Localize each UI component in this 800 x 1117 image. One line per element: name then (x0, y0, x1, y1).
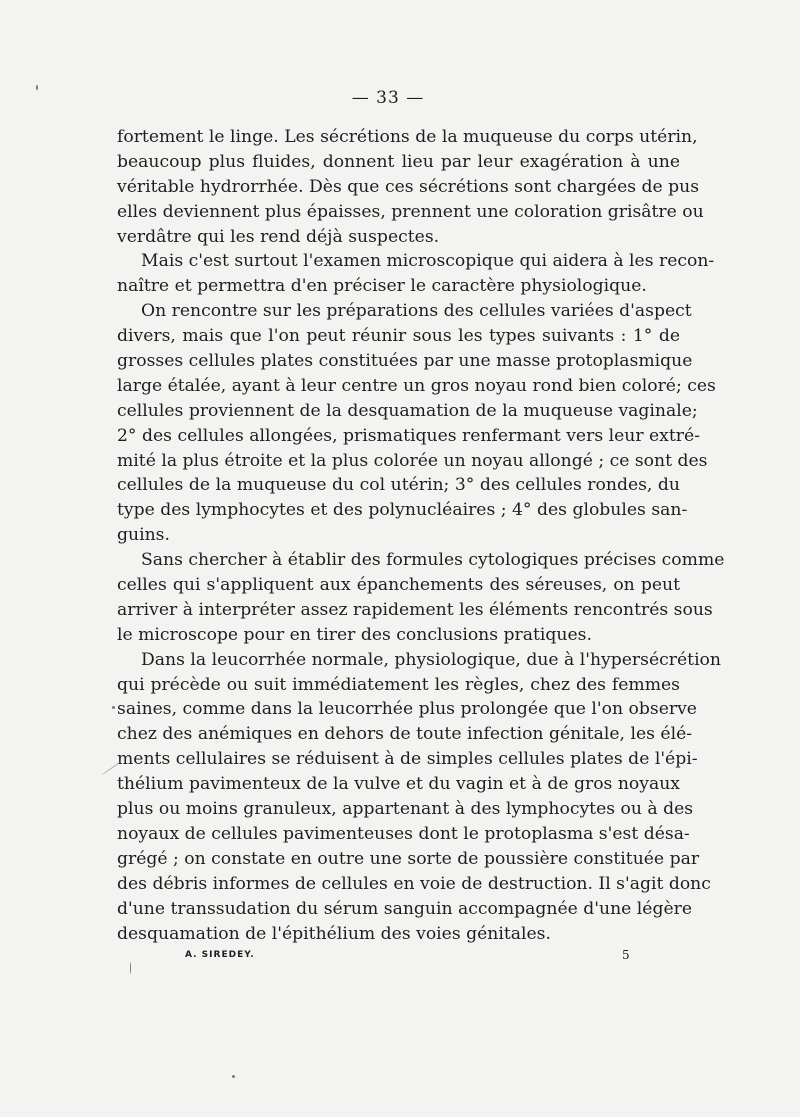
text-line: guins. (117, 525, 170, 546)
text-line: 2° des cellules allongées, prismatiques renfermant vers leur extré- (117, 425, 700, 446)
text-line: naître et permettra d'en préciser le caractère physiologique. (117, 276, 647, 297)
text-line: saines, comme dans la leucorrhée plus prolongée que l'on observe (117, 699, 697, 720)
paper-speck (36, 85, 38, 90)
text-line: large étalée, ayant à leur centre un gros noyau rond bien coloré; ces (117, 375, 716, 396)
text-line: celles qui s'appliquent aux épanchements des séreuses, on peut (117, 575, 680, 596)
text-line: Dans la leucorrhée normale, physiologique, due à l'hypersécrétion (141, 649, 721, 670)
text-line: qui précède ou suit immédiatement les règles, chez des femmes (117, 674, 680, 695)
text-line: d'une transsudation du sérum sanguin accompagnée d'une légère (117, 898, 693, 919)
footer-sheet-number: 5 (622, 948, 630, 962)
text-line: cellules proviennent de la desquamation de la muqueuse vaginale; (117, 400, 698, 421)
text-line: chez des anémiques en dehors de toute infection génitale, les élé- (117, 724, 693, 745)
text-line: des débris informes de cellules en voie de destruction. Il s'agit donc (117, 873, 711, 894)
text-line: ments cellulaires se réduisent à de simples cellules plates de l'épi- (117, 749, 698, 770)
text-line: arriver à interpréter assez rapidement les éléments rencontrés sous (117, 599, 713, 620)
text-line: Sans chercher à établir des formules cytologiques précises comme (141, 550, 725, 571)
text-line: noyaux de cellules pavimenteuses dont le protoplasma s'est désa- (117, 823, 690, 844)
text-line: Mais c'est surtout l'examen microscopique qui aidera à les recon- (141, 251, 715, 272)
text-line: grosses cellules plates constituées par une masse protoplasmique (117, 351, 693, 372)
text-line: divers, mais que l'on peut réunir sous les types suivants : 1° de (117, 326, 680, 347)
body-text (117, 125, 725, 946)
text-line: véritable hydrorrhée. Dès que ces sécrétions sont chargées de pus (117, 176, 700, 197)
text-line: desquamation de l'épithélium des voies génitales. (117, 923, 551, 944)
text-line: type des lymphocytes et des polynucléaires ; 4° des globules san- (117, 500, 688, 521)
text-line: grégé ; on constate en outre une sorte de poussière constituée par (117, 848, 700, 869)
page-number: — 33 — (351, 88, 425, 108)
text-line: elles deviennent plus épaisses, prennent une coloration grisâtre ou (117, 201, 704, 222)
text-line: On rencontre sur les préparations des cellules variées d'aspect (141, 301, 692, 322)
footer-signature: A. SIREDEY. (185, 950, 255, 960)
text-line: plus ou moins granuleux, appartenant à des lymphocytes ou à des (117, 799, 694, 820)
text-line: verdâtre qui les rend déjà suspectes. (117, 226, 440, 247)
text-line: cellules de la muqueuse du col utérin; 3° des cellules rondes, du (117, 475, 680, 496)
text-line: beaucoup plus fluides, donnent lieu par leur exagération à une (117, 151, 680, 172)
paper-speck (112, 706, 115, 709)
paper-speck (130, 962, 131, 974)
text-line: fortement le linge. Les sécrétions de la muqueuse du corps utérin, (117, 127, 698, 147)
text-line: mité la plus étroite et la plus colorée un noyau allongé ; ce sont des (117, 450, 708, 471)
text-line: le microscope pour en tirer des conclusions pratiques. (117, 624, 592, 645)
paper-speck (232, 1075, 235, 1078)
text-line: thélium pavimenteux de la vulve et du vagin et à de gros noyaux (117, 774, 680, 795)
